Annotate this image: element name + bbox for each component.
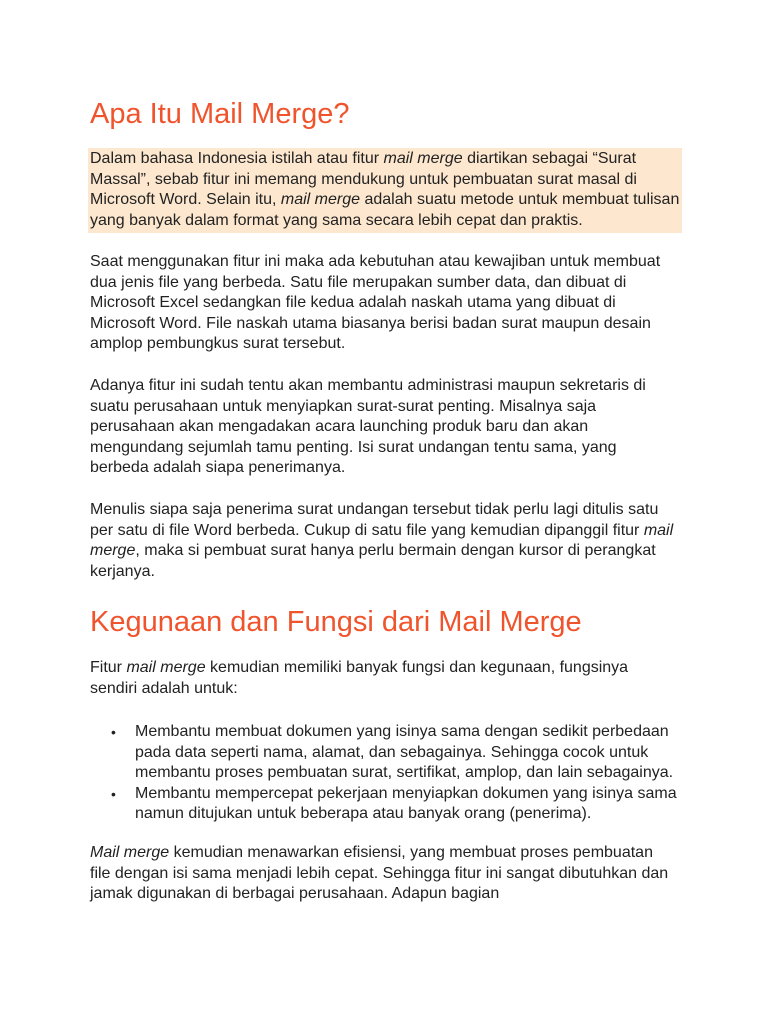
heading-apa-itu-mail-merge: Apa Itu Mail Merge? [90,98,350,130]
paragraph-efisiensi [90,843,675,905]
highlighted-paragraph [88,148,682,233]
list-item-text: Membantu membuat dokumen yang isinya sama dengan sedikit perbedaan pada data seperti nama, alamat, dan sebagainya. Sehingga cocok untuk membantu proses pembuatan surat, sertifikat, amplop, dan lain sebagainya. [135,723,674,781]
italic-term: mail merge [90,521,674,559]
paragraph-text: kemudian menawarkan efisiensi, yang membuat proses pembuatan file dengan isi sama menjadi lebih cepat. Sehingga fitur ini sangat dibutuhkan dan jamak digunakan di berbagai perusahaan. Adapun bagian [90,844,669,902]
italic-term: mail merge [383,150,463,167]
function-list [90,722,680,825]
paragraph-penerima-surat [90,500,675,582]
italic-term: mail merge [280,191,361,208]
list-item [90,722,680,784]
paragraph-text: adalah suatu metode untuk membuat tulisan yang banyak dalam format yang sama secara lebih cepat dan praktis. [90,191,680,229]
paragraph-text: Fitur [90,659,127,676]
bullet-icon: • [111,724,116,740]
paragraph-text: Menulis siapa saja penerima surat undangan tersebut tidak perlu lagi ditulis satu per satu di file Word berbeda. Cukup di satu file yang kemudian dipanggil fitur [90,501,659,539]
paragraph-text: kemudian memiliki banyak fungsi dan kegunaan, fungsinya sendiri adalah untuk: [90,659,629,697]
paragraph-text: diartikan sebagai “Surat Massal”, sebab fitur ini memang mendukung untuk pembuatan surat masal di Microsoft Word. Selain itu, [90,150,637,208]
italic-term: mail merge [126,659,206,676]
heading-kegunaan-dan-fungsi: Kegunaan dan Fungsi dari Mail Merge [90,606,582,638]
paragraph-text: Dalam bahasa Indonesia istilah atau fitur [90,150,384,167]
paragraph-file-types: Saat menggunakan fitur ini maka ada kebutuhan atau kewajiban untuk membuat dua jenis file yang berbeda. Satu file merupakan sumber data, dan dibuat di Microsoft Excel sedangkan file kedua adalah naskah utama yang dibuat di Microsoft Word. File naskah utama biasanya berisi badan surat maupun desain amplop pembungkus surat tersebut. [90,253,661,352]
paragraph-administrasi: Adanya fitur ini sudah tentu akan membantu administrasi maupun sekretaris di suatu perusahaan untuk menyiapkan surat-surat penting. Misalnya saja perusahaan akan mengadakan acara launching produk baru dan akan mengundang sejumlah tamu penting. Isi surat undangan tentu sama, yang berbeda adalah siapa penerimanya. [90,377,646,476]
italic-term: Mail merge [90,844,170,861]
bullet-icon: • [111,785,116,802]
paragraph-text: , maka si pembuat surat hanya perlu bermain dengan kursor di perangkat kerjanya. [90,542,656,580]
list-item [90,784,680,825]
list-item-text: Membantu mempercepat pekerjaan menyiapkan dokumen yang isinya sama namun ditujukan untuk beberapa atau banyak orang (penerima). [135,784,677,822]
paragraph-fungsi-intro [90,658,675,699]
